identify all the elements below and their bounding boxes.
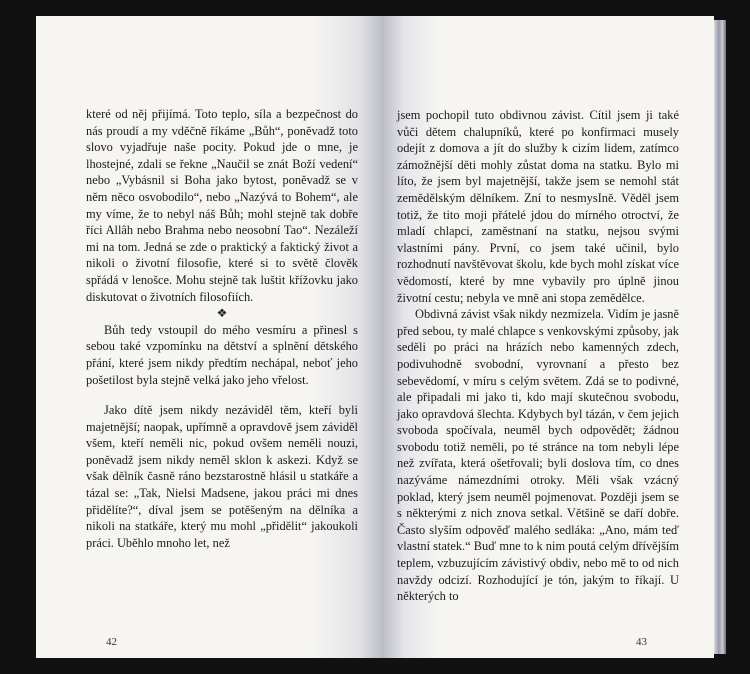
left-paragraph-3: Jako dítě jsem nikdy nezáviděl těm, kteří byli majetnější; naopak, upřímně a opravdově jsem záviděl všem, kteří neměli nic, pokud ovšem neměli nouzi, poněvadž jsem nikdy neměl sklon k askezi. Když se však dělník časně ráno bezstarostně hlásil u statkáře a tázal se: „Tak, Nielsi Madsene, jakou práci mi dnes přidělíte?“, díval jsem se potěšeným na dělníka a nikoli na statkáře, který mu mohl „přidělit“ jakoukoli práci. Uběhlo mnoho let, než — [86, 403, 358, 550]
page-block-edge — [714, 20, 726, 654]
left-paragraph-2: Bůh tedy vstoupil do mého vesmíru a přinesl s sebou také vzpomínku na dětství a splnění dětského přání, které jsem nikdy předtím nechápal, neboť jeho pošetilost byla stejně velká jako jeho vřelost. — [86, 322, 358, 387]
left-paragraph-1: které od něj přijímá. Toto teplo, síla a bezpečnost do nás proudí a my vděčně říkáme „Bůh“, poněvadž toto slovo vyjadřuje naše pocity. Pokud jde o mne, je lhostejné, zdali se řekne „Naučil se znát Boží vedení“ nebo „Vybásnil si Boha jako bytost, poněvadž se v něm něco osvobodilo“, nebo „Nazývá to Bohem“, ale my víme, že to nebyl náš Bůh; mohl stejně tak dobře říci Allâh nebo Brahma nebo neosobní Tao“. Nezáleží mi na tom. Jedná se zde o praktický a faktický život a nikoli o životní filosofie, které si to světě člověk spřádá v lenošce. Mohu stejně tak luštit křížovku jako diskutovat o životních filosofiích. — [86, 107, 358, 304]
page-number-left: 42 — [106, 636, 117, 648]
section-ornament: ❖ — [216, 306, 228, 321]
right-paragraph-2: Obdivná závist však nikdy nezmizela. Vidím je jasně před sebou, ty malé chlapce s venkovskými způsoby, jak seděli po práci na hrázích nebo kamenných zdech, podivuhodně svobodní, vyrovnaní a přesto bez sebevědomí, v míru s celým světem. Zdá se to podivné, ale připadali mi jako ti, kdo mají skutečnou svobodu, jako opravdová šlechta. Kdybych byl tázán, v čem jejich svoboda spočívala, neuměl bych odpovědět; žádnou svobodu totiž neměli, po té stránce na tom nebyli lépe než zvířata, která ošetřovali; byli doslova tím, co dnes nazýváme námezdními otroky. Měli však vzácný poklad, který jsem neuměl pojmenovat. Později jsem se s některými z nich znova setkal. Většině se daří dobře. Často slyším odpověď malého sedláka: „Ano, mám teď vlastní statek.“ Buď mne to k nim poutá celým dřívějším teplem, vzbuzujícím závistivý obdiv, nebo mě to od nich navždy odcizí. Rozhodující je tón, jakým to říkají. U některých to — [397, 307, 679, 604]
left-page-text — [86, 106, 358, 551]
right-paragraph-1: jsem pochopil tuto obdivnou závist. Cítil jsem ji také vůči dětem chalupníků, které po konfirmaci musely odejít z domova a jít do služby k cizím lidem, zatímco zámožnější děti mohly zůstat doma na statku. Bylo mi líto, že jsem byl majetnější, takže jsem se nemohl stát zemědělským dělníkem. Zní to nesmysIně. Věděl jsem totiž, že tito moji přátelé jdou do mírného otroctví, že mladí chlapci, zaměstnaní na statku, nejsou svými vlastními pány. První, co jsem také učinil, bylo rozhodnutí navštěvovat školu, kde bych mohl získat více vědomostí, které by mne vybavily pro úplně jinou životní cestu; nebyla ve mně ani stopa zemědělce. — [397, 108, 679, 305]
right-page — [381, 16, 714, 658]
right-page-text — [397, 107, 679, 605]
left-page — [36, 16, 381, 658]
page-number-right: 43 — [636, 636, 647, 648]
